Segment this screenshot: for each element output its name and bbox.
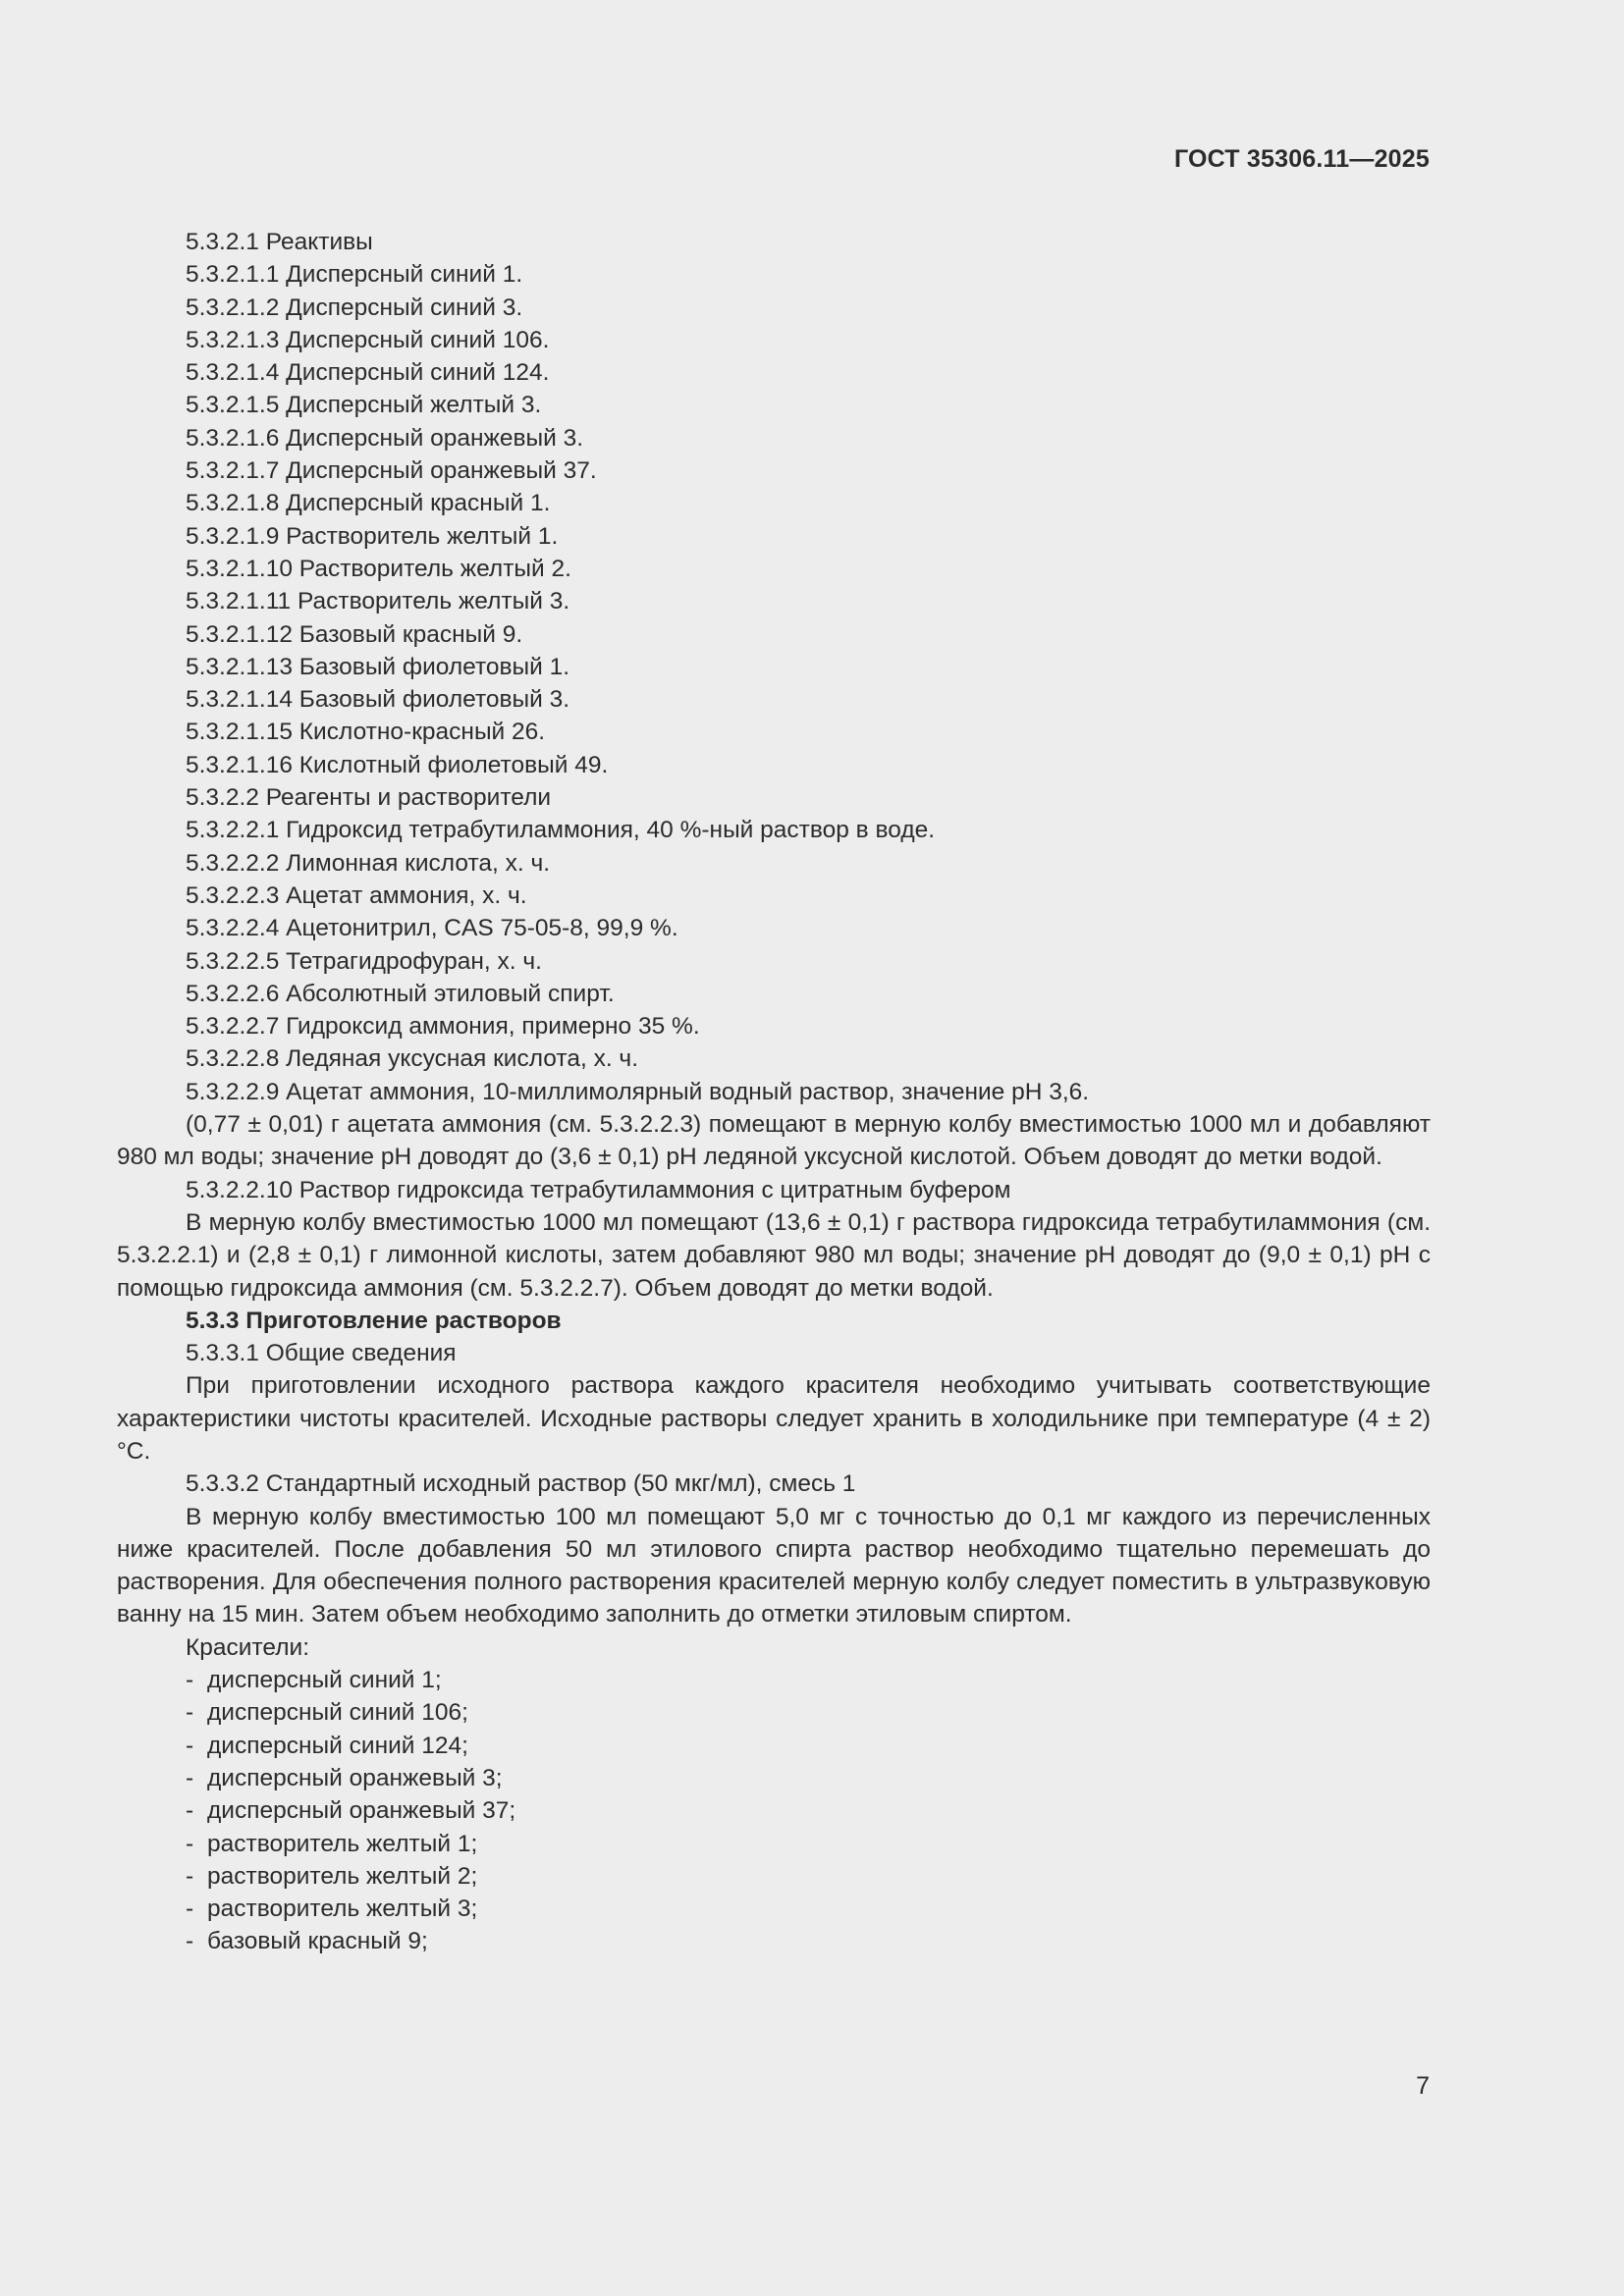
section-line-general: 5.3.3.1 Общие сведения [186,1340,457,1367]
section-line: 5.3.2.2.6 Абсолютный этиловый спирт. [186,980,615,1007]
section-line: 5.3.2.1.3 Дисперсный синий 106. [186,326,550,353]
dash-bullet: - [186,1896,194,1923]
list-item [117,1828,1431,1860]
list-item-text: дисперсный оранжевый 37; [207,1797,516,1825]
document-header: ГОСТ 35306.11—2025 [1173,145,1430,173]
section-line: 5.3.2.1.15 Кислотно-красный 26. [186,719,546,746]
section-line-buffer: 5.3.2.2.10 Раствор гидроксида тетрабутиламмония с цитратным буфером [186,1176,1011,1203]
section-line: 5.3.2.1.5 Дисперсный желтый 3. [186,392,542,419]
dash-bullet: - [186,1667,194,1694]
section-line: 5.3.2.2.5 Тетрагидрофуран, х. ч. [186,947,542,975]
dash-bullet: - [186,1699,194,1727]
section-line: 5.3.2.1.11 Растворитель желтый 3. [186,588,570,615]
section-line: 5.3.2.1.10 Растворитель желтый 2. [186,555,571,582]
section-line: 5.3.2.1.6 Дисперсный оранжевый 3. [186,424,584,452]
list-item-text: дисперсный синий 124; [207,1732,468,1759]
section-line: 5.3.2.2.2 Лимонная кислота, х. ч. [186,849,551,877]
list-item [117,1762,1431,1794]
list-item [117,1664,1431,1696]
document-body [117,226,1431,1958]
paragraph-buffer-preparation: В мерную колбу вместимостью 1000 мл помещают (13,6 ± 0,1) г раствора гидроксида тетрабутиламмония (см. 5.3.2.2.1) и (2,8 ± 0,1) г лимонной кислоты, затем добавляют 980 мл воды; значение pH доводят до (9,0 ± 0,1) pH с помощью гидроксида аммония (см. 5.3.2.2.7). Объем доводят до метки водой. [117,1208,1431,1302]
list-item [117,1860,1431,1893]
paragraph-mix-preparation: В мерную колбу вместимостью 100 мл помещают 5,0 мг с точностью до 0,1 мг каждого из перечисленных ниже красителей. После добавления 50 мл этилового спирта раствор необходимо тщательно перемешать до растворения. Для обеспечения полного растворения красителей мерную колбу следует поместить в ультразвуковую ванну на 15 мин. Затем объем необходимо заполнить до отметки этиловым спиртом. [117,1503,1431,1629]
section-line: 5.3.2.1.4 Дисперсный синий 124. [186,359,550,387]
section-line: 5.3.2.1.12 Базовый красный 9. [186,620,523,648]
list-item-text: дисперсный синий 1; [207,1667,442,1694]
dyes-label: Красители: [186,1633,310,1661]
section-line: 5.3.2.1.8 Дисперсный красный 1. [186,490,551,517]
section-line: 5.3.2.1.16 Кислотный фиолетовый 49. [186,751,609,778]
list-item-text: дисперсный оранжевый 3; [207,1764,503,1791]
dash-bullet: - [186,1830,194,1857]
list-item [117,1794,1431,1827]
section-line: 5.3.2.2.7 Гидроксид аммония, примерно 35 %. [186,1013,700,1041]
list-item-text: растворитель желтый 1; [207,1830,478,1857]
section-line: 5.3.2.1 Реактивы [186,229,373,255]
section-line: 5.3.2.2.1 Гидроксид тетрабутиламмония, 40 %-ный раствор в воде. [186,817,936,844]
list-item-text: базовый красный 9; [207,1928,428,1955]
paragraph-general-info: При приготовлении исходного раствора каждого красителя необходимо учитывать соответствующие характеристики чистоты красителей. Исходные растворы следует хранить в холодильнике при температуре (4 ± 2) °С. [117,1372,1431,1465]
dash-bullet: - [186,1732,194,1759]
section-line: 5.3.2.1.13 Базовый фиолетовый 1. [186,653,570,680]
dyes-list [117,1664,1431,1958]
paragraph-acetate-preparation: (0,77 ± 0,01) г ацетата аммония (см. 5.3.2.2.3) помещают в мерную колбу вместимостью 1000 мл и добавляют 980 мл воды; значение pH доводят до (3,6 ± 0,1) pH ледяной уксусной кислотой. Объем доводят до метки водой. [117,1111,1431,1171]
section-line: 5.3.2.1.7 Дисперсный оранжевый 37. [186,457,597,485]
section-line: 5.3.2.2.9 Ацетат аммония, 10-миллимолярный водный раствор, значение pH 3,6. [186,1078,1090,1105]
page-number: 7 [1416,2072,1430,2100]
section-line: 5.3.2.2.4 Ацетонитрил, CAS 75-05-8, 99,9 %. [186,915,678,942]
dash-bullet: - [186,1764,194,1791]
dash-bullet: - [186,1862,194,1890]
section-line: 5.3.2.1.14 Базовый фиолетовый 3. [186,686,570,714]
section-line: 5.3.2.1.1 Дисперсный синий 1. [186,261,523,289]
section-line: 5.3.2.1.9 Растворитель желтый 1. [186,522,559,550]
list-item-text: дисперсный синий 106; [207,1699,468,1727]
dash-bullet: - [186,1797,194,1825]
section-line: 5.3.2.2.3 Ацетат аммония, х. ч. [186,881,527,909]
section-line: 5.3.2.2 Реагенты и растворители [186,784,552,812]
list-item [117,1893,1431,1925]
section-heading-solutions: 5.3.3 Приготовление растворов [186,1307,562,1334]
section-line: 5.3.2.2.8 Ледяная уксусная кислота, х. ч. [186,1045,639,1073]
list-item-text: растворитель желтый 3; [207,1896,478,1923]
list-item [117,1696,1431,1729]
dash-bullet: - [186,1928,194,1955]
list-item-text: растворитель желтый 2; [207,1862,478,1890]
list-item [117,1925,1431,1957]
list-item [117,1730,1431,1762]
section-line: 5.3.2.1.2 Дисперсный синий 3. [186,294,523,321]
section-line-standard-solution: 5.3.3.2 Стандартный исходный раствор (50 мкг/мл), смесь 1 [186,1470,856,1498]
